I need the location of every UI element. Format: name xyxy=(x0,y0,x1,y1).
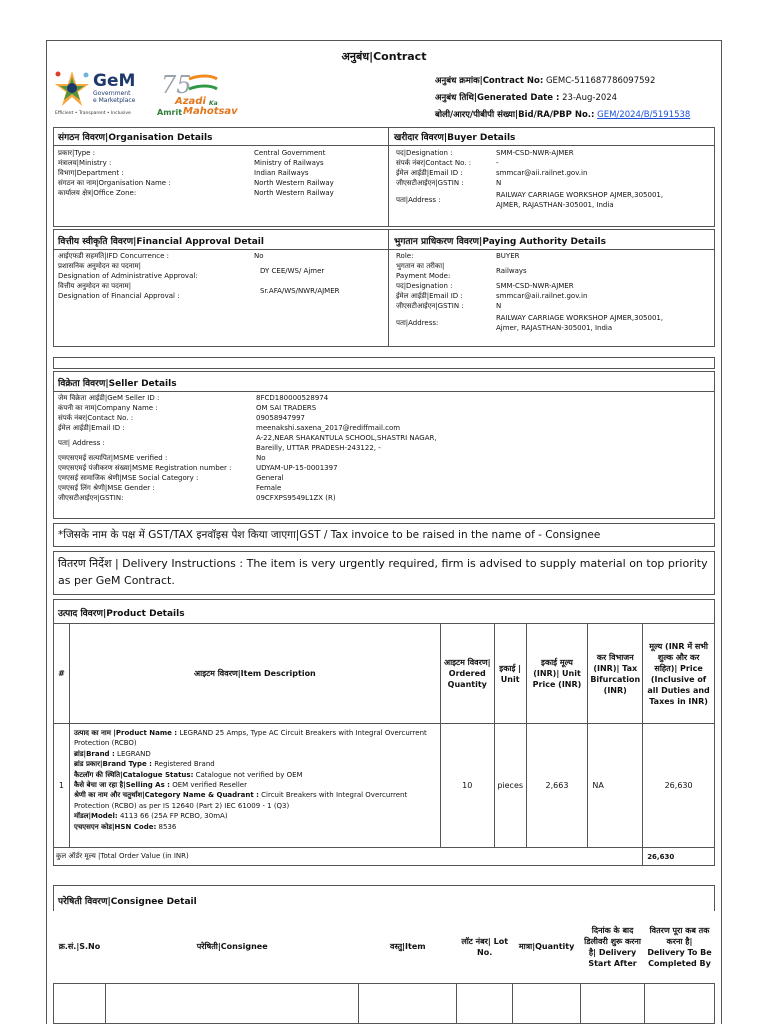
contract-no-value: GEMC-511687786097592 xyxy=(545,76,656,86)
seller-row xyxy=(58,453,708,463)
buyer-row xyxy=(396,148,712,158)
hsn-value: 8536 xyxy=(158,822,177,831)
seller-row xyxy=(58,403,708,413)
pay-address-row xyxy=(396,313,712,333)
org-row xyxy=(58,158,384,168)
pay-email-row xyxy=(396,291,712,301)
delivery-note: वितरण निर्देश | Delivery Instructions : The item is very urgently required, firm is advised to supply material on top priority as per GeM Contract. xyxy=(58,557,708,587)
consignee-title-box xyxy=(53,885,715,911)
seller-value: meenakshi.saxena_2017@rediffmail.com xyxy=(256,424,401,432)
contract-no-label: अनुबंध क्रमांक|Contract No: xyxy=(435,76,544,86)
catalogue-value: Catalogue not verified by OEM xyxy=(195,770,303,779)
total-order-row xyxy=(54,848,715,866)
gst-note-box xyxy=(53,523,715,547)
seller-key: एमएसएमई सत्यापित|MSME verified : xyxy=(58,454,168,462)
seller-value: OM SAI TRADERS xyxy=(256,404,317,412)
category-value: Circuit Breakers with Integral Overcurrent Protection (RCBO) as per IS 12640 (Part 2) IEC 61009 - 1 (Q3) xyxy=(73,791,408,810)
seller-key: ईमेल आईडी|Email ID : xyxy=(58,424,125,432)
seller-key: एमएसई सामाजिक श्रेणी|MSE Social Category : xyxy=(58,474,199,482)
azadi-text-2: Ka xyxy=(209,100,218,107)
paying-details xyxy=(396,251,712,333)
azadi-text-1: Azadi xyxy=(175,96,206,107)
product-name-value: LEGRAND 25 Amps, Type AC Circuit Breakers with Integral Overcurrent Protection (RCBO) xyxy=(73,729,427,748)
pay-email-value: smmcar@aii.railnet.gov.in xyxy=(496,292,588,300)
col-consignee: परेषिती|Consignee xyxy=(196,942,268,952)
catalogue-label: कैटलॉग की स्थिति|Catalogue Status: xyxy=(73,770,194,779)
consignee-cell xyxy=(105,983,358,1023)
seller-key: जीएसटीआईएन|GSTIN: xyxy=(58,494,124,502)
consignee-header-row xyxy=(54,911,715,983)
gem-wordmark: GeM xyxy=(93,71,136,91)
brand-value: LEGRAND xyxy=(117,749,151,758)
seller-row xyxy=(58,493,708,503)
seller-address-value xyxy=(256,433,437,453)
pay-mode-row xyxy=(396,261,712,281)
col-unit: इकाई | Unit xyxy=(494,624,526,724)
org-row xyxy=(58,148,384,158)
financial-details xyxy=(58,251,384,301)
org-key: मंत्रालय|Ministry : xyxy=(58,159,112,167)
financial-paying-section xyxy=(53,229,715,347)
col-delivery-start: दिनांक के बाद डिलीवरी शुरू करना है| Delivery Start After xyxy=(584,925,641,968)
buyer-value: - xyxy=(496,159,499,167)
contract-no-line xyxy=(435,73,690,90)
seller-key: एमएसई लिंग श्रेणी|MSE Gender : xyxy=(58,484,155,492)
buyer-row xyxy=(396,158,712,168)
bid-no-label: बोली/आरए/पीबीपी संख्या|Bid/RA/PBP No.: xyxy=(435,110,595,120)
brand-type-line xyxy=(74,759,436,769)
seller-section xyxy=(53,371,715,519)
pay-address-line-1: RAILWAY CARRIAGE WORKSHOP AJMER,305001, xyxy=(496,314,664,322)
fin-approval-label xyxy=(58,281,260,301)
buyer-address-line-1: RAILWAY CARRIAGE WORKSHOP AJMER,305001, xyxy=(496,191,664,199)
total-order-value: 26,630 xyxy=(643,848,715,866)
model-line xyxy=(74,811,436,821)
pay-desig-value: SMM-CSD-NWR-AJMER xyxy=(496,282,574,290)
pay-address-label: पता|Address: xyxy=(396,319,439,327)
bid-no-link[interactable]: GEM/2024/B/5191538 xyxy=(597,110,691,120)
buyer-address-label: पता|Address : xyxy=(396,196,441,204)
org-buyer-section xyxy=(53,127,715,227)
buyer-key: जीएसटीआईएन|GSTIN : xyxy=(396,179,464,187)
category-label: श्रेणी का नाम और चतुर्थांश|Category Name & Quadrant : xyxy=(73,791,259,800)
bid-no-line xyxy=(435,107,690,124)
gem-subtitle-2: e Marketplace xyxy=(93,96,136,104)
org-key: संगठन का नाम|Organisation Name : xyxy=(58,179,171,187)
product-table xyxy=(53,623,715,866)
fin-approval-row xyxy=(58,281,384,301)
category-line xyxy=(74,790,436,811)
seller-details xyxy=(58,393,708,503)
admin-approval-label xyxy=(58,261,260,281)
col-ordered-qty: आइटम विवरण| Ordered Quantity xyxy=(440,624,494,724)
admin-label-1: प्रशासनिक अनुमोदन का पदनाम| xyxy=(58,262,141,270)
pay-mode-label xyxy=(396,261,496,281)
financial-title: वित्तीय स्वीकृति विवरण|Financial Approval Detail xyxy=(58,237,264,247)
pay-desig-row xyxy=(396,281,712,291)
col-quantity: मात्रा|Quantity xyxy=(518,942,575,952)
model-value: 4113 66 (25A FP RCBO, 30mA) xyxy=(119,812,228,821)
contract-date-value: 23-Aug-2024 xyxy=(562,93,618,103)
org-row xyxy=(58,168,384,178)
seller-row xyxy=(58,473,708,483)
org-details xyxy=(58,148,384,198)
delivery-note-box xyxy=(53,551,715,595)
consignee-cell xyxy=(645,983,715,1023)
seller-key: संपर्क नंबर|Contact No. : xyxy=(58,414,134,422)
hsn-line xyxy=(74,822,436,832)
col-item: वस्तु|Item xyxy=(390,942,426,952)
org-value: Ministry of Railways xyxy=(254,159,324,167)
hsn-label: एचएसएन कोड|HSN Code: xyxy=(73,822,157,831)
seller-address-line-2: Bareilly, UTTAR PRADESH-243122, - xyxy=(256,444,381,452)
pay-address-value xyxy=(496,313,663,333)
contract-date-label: अनुबंध तिथि|Generated Date : xyxy=(435,93,560,103)
seller-address-row xyxy=(58,433,708,453)
consignee-cell xyxy=(581,983,645,1023)
org-key: प्रकार|Type : xyxy=(58,149,96,157)
product-row xyxy=(54,724,715,848)
brand-label: ब्रांड|Brand : xyxy=(73,749,115,758)
product-unit: pieces xyxy=(494,724,526,848)
buyer-value: N xyxy=(496,179,502,187)
seller-key: जेम विक्रेता आईडी|GeM Seller ID : xyxy=(58,394,160,402)
ifd-value: No xyxy=(254,252,264,260)
selling-label: कैसे बेचा जा रहा है|Selling As : xyxy=(73,781,170,790)
org-value: Central Government xyxy=(254,149,326,157)
brand-line xyxy=(74,749,436,759)
consignee-cell xyxy=(54,983,106,1023)
admin-approval-value: DY CEE/WS/ Ajmer xyxy=(260,267,325,275)
empty-band xyxy=(53,357,715,369)
seller-row xyxy=(58,413,708,423)
pay-role-row xyxy=(396,251,712,261)
product-unit-price: 2,663 xyxy=(526,724,588,848)
gst-note: *जिसके नाम के पक्ष में GST/TAX इनवॉइस पेश किया जाएगा|GST / Tax invoice to be raised in the name of - Consignee xyxy=(58,529,601,541)
product-description xyxy=(69,724,440,848)
pay-gstin-value: N xyxy=(496,302,502,310)
product-sn: 1 xyxy=(54,724,70,848)
svg-text:75: 75 xyxy=(161,71,192,97)
gem-subtitle xyxy=(93,91,135,104)
org-row xyxy=(58,188,384,198)
buyer-key: पद|Designation : xyxy=(396,149,453,157)
buyer-value: SMM-CSD-NWR-AJMER xyxy=(496,149,574,157)
seller-row xyxy=(58,393,708,403)
col-lot-no: लॉट नंबर| Lot No. xyxy=(461,936,509,957)
fin-pay-divider xyxy=(388,230,389,346)
consignee-title: परेषिती विवरण|Consignee Detail xyxy=(58,897,197,907)
seller-address-label: पता| Address : xyxy=(58,439,105,447)
product-qty: 10 xyxy=(440,724,494,848)
buyer-row xyxy=(396,178,712,188)
admin-approval-row xyxy=(58,261,384,281)
pay-mode-label-1: भुगतान का तरीका| xyxy=(396,262,445,270)
gem-logo xyxy=(53,69,151,121)
azadi-text-4: Mahotsav xyxy=(183,106,238,117)
total-order-label: कुल ऑर्डर मूल्य |Total Order Value (in INR) xyxy=(54,848,643,866)
seller-value: 09CFXPS9549L1ZX (R) xyxy=(256,494,336,502)
gem-star-icon xyxy=(53,69,91,109)
product-title-box xyxy=(53,599,715,623)
pay-gstin-label: जीएसटीआईएन|GSTIN : xyxy=(396,302,464,310)
buyer-details xyxy=(396,148,712,210)
pay-address-line-2: Ajmer, RAJASTHAN-305001, India xyxy=(496,324,613,332)
col-item-description: आइटम विवरण|Item Description xyxy=(69,624,440,724)
org-key: कार्यालय क्षेत्र|Office Zone: xyxy=(58,189,137,197)
col-hash: # xyxy=(54,624,70,724)
buyer-value: smmcar@aii.railnet.gov.in xyxy=(496,169,588,177)
azadi-text-3: Amrit xyxy=(157,108,183,117)
org-value: North Western Railway xyxy=(254,179,334,187)
seller-row xyxy=(58,463,708,473)
ifd-row xyxy=(58,251,384,261)
seller-row xyxy=(58,423,708,433)
buyer-row xyxy=(396,168,712,178)
product-name-label: उत्पाद का नाम |Product Name : xyxy=(73,729,178,737)
col-unit-price: इकाई मूल्य (INR)| Unit Price (INR) xyxy=(526,624,588,724)
paying-title: भुगतान प्राधिकरण विवरण|Paying Authority Details xyxy=(394,237,607,247)
buyer-address-value xyxy=(496,190,663,210)
pay-mode-label-2: Payment Mode: xyxy=(396,272,451,280)
brand-type-value: Registered Brand xyxy=(154,760,215,769)
org-row xyxy=(58,178,384,188)
seller-value: 09058947997 xyxy=(256,414,305,422)
contract-page xyxy=(46,40,722,1024)
seller-value: UDYAM-UP-15-0001397 xyxy=(256,464,338,472)
product-header-row xyxy=(54,624,715,724)
ifd-label: आईएफडी सहमति|IFD Concurrence : xyxy=(58,252,169,260)
buyer-key: संपर्क नंबर|Contact No. : xyxy=(396,159,472,167)
col-delivery-complete: वितरण पूरा कब तक करना है| Delivery To Be Completed By xyxy=(647,925,712,968)
pay-role-label: Role: xyxy=(396,252,414,260)
consignee-row xyxy=(54,983,715,1023)
seller-title: विक्रेता विवरण|Seller Details xyxy=(58,379,177,389)
org-value: North Western Railway xyxy=(254,189,334,197)
pay-email-label: ईमेल आईडी|Email ID : xyxy=(396,292,463,300)
seller-value: General xyxy=(256,474,284,482)
gem-tagline: Efficient • Transparent • Inclusive xyxy=(55,111,131,116)
catalogue-line xyxy=(74,770,436,780)
model-label: मॉडल|Model: xyxy=(73,812,118,821)
buyer-title: खरीदार विवरण|Buyer Details xyxy=(394,133,516,143)
buyer-address-row xyxy=(396,190,712,210)
org-buyer-divider xyxy=(388,128,389,226)
product-total: 26,630 xyxy=(643,724,715,848)
pay-gstin-row xyxy=(396,301,712,311)
pay-desig-label: पद|Designation : xyxy=(396,282,453,290)
consignee-cell xyxy=(513,983,581,1023)
selling-value: OEM verified Reseller xyxy=(172,781,247,790)
col-total-price: मूल्य (INR में सभी शुल्क और कर सहित)| Price (Inclusive of all Duties and Taxes in INR) xyxy=(643,624,715,724)
consignee-cell xyxy=(457,983,513,1023)
buyer-address-line-2: AJMER, RAJASTHAN-305001, India xyxy=(496,201,614,209)
product-tax: NA xyxy=(588,724,643,848)
pay-mode-value: Railways xyxy=(496,267,527,275)
org-key: विभाग|Department : xyxy=(58,169,124,177)
fin-label-1: वित्तीय अनुमोदन का पदनाम| xyxy=(58,282,132,290)
seller-value: 8FCD180000528974 xyxy=(256,394,329,402)
azadi-75-icon xyxy=(159,71,219,97)
page-title: अनुबंध|Contract xyxy=(341,50,427,63)
brand-type-label: ब्रांड प्रकार|Brand Type : xyxy=(73,760,152,769)
buyer-key: ईमेल आईडी|Email ID : xyxy=(396,169,463,177)
pay-role-value: BUYER xyxy=(496,252,520,260)
col-tax: कर विभाजन (INR)| Tax Bifurcation (INR) xyxy=(588,624,643,724)
seller-row xyxy=(58,483,708,493)
contract-date-line xyxy=(435,90,690,107)
selling-line xyxy=(74,780,436,790)
org-value: Indian Railways xyxy=(254,169,309,177)
seller-key: कंपनी का नाम|Company Name : xyxy=(58,404,158,412)
seller-key: एमएसएमई पंजीकरण संख्या|MSME Registration number : xyxy=(58,464,232,472)
org-title-rule xyxy=(54,145,714,146)
consignee-table xyxy=(53,911,715,1024)
azadi-logo xyxy=(153,69,243,121)
col-sno: क्र.सं.|S.No xyxy=(58,942,101,952)
contract-meta xyxy=(435,73,690,124)
product-title: उत्पाद विवरण|Product Details xyxy=(58,609,185,619)
seller-address-line-1: A-22,NEAR SHAKANTULA SCHOOL,SHASTRI NAGAR, xyxy=(256,434,437,442)
consignee-cell xyxy=(359,983,457,1023)
fin-approval-value: Sr.AFA/WS/NWR/AJMER xyxy=(260,287,340,295)
seller-value: No xyxy=(256,454,266,462)
admin-label-2: Designation of Administrative Approval: xyxy=(58,272,198,280)
seller-value: Female xyxy=(256,484,282,492)
fin-label-2: Designation of Financial Approval : xyxy=(58,292,180,300)
product-name-line xyxy=(74,728,436,749)
gem-subtitle-1: Government xyxy=(93,90,131,97)
fin-title-rule xyxy=(54,249,714,250)
seller-title-rule xyxy=(54,391,714,392)
org-title: संगठन विवरण|Organisation Details xyxy=(58,133,213,143)
